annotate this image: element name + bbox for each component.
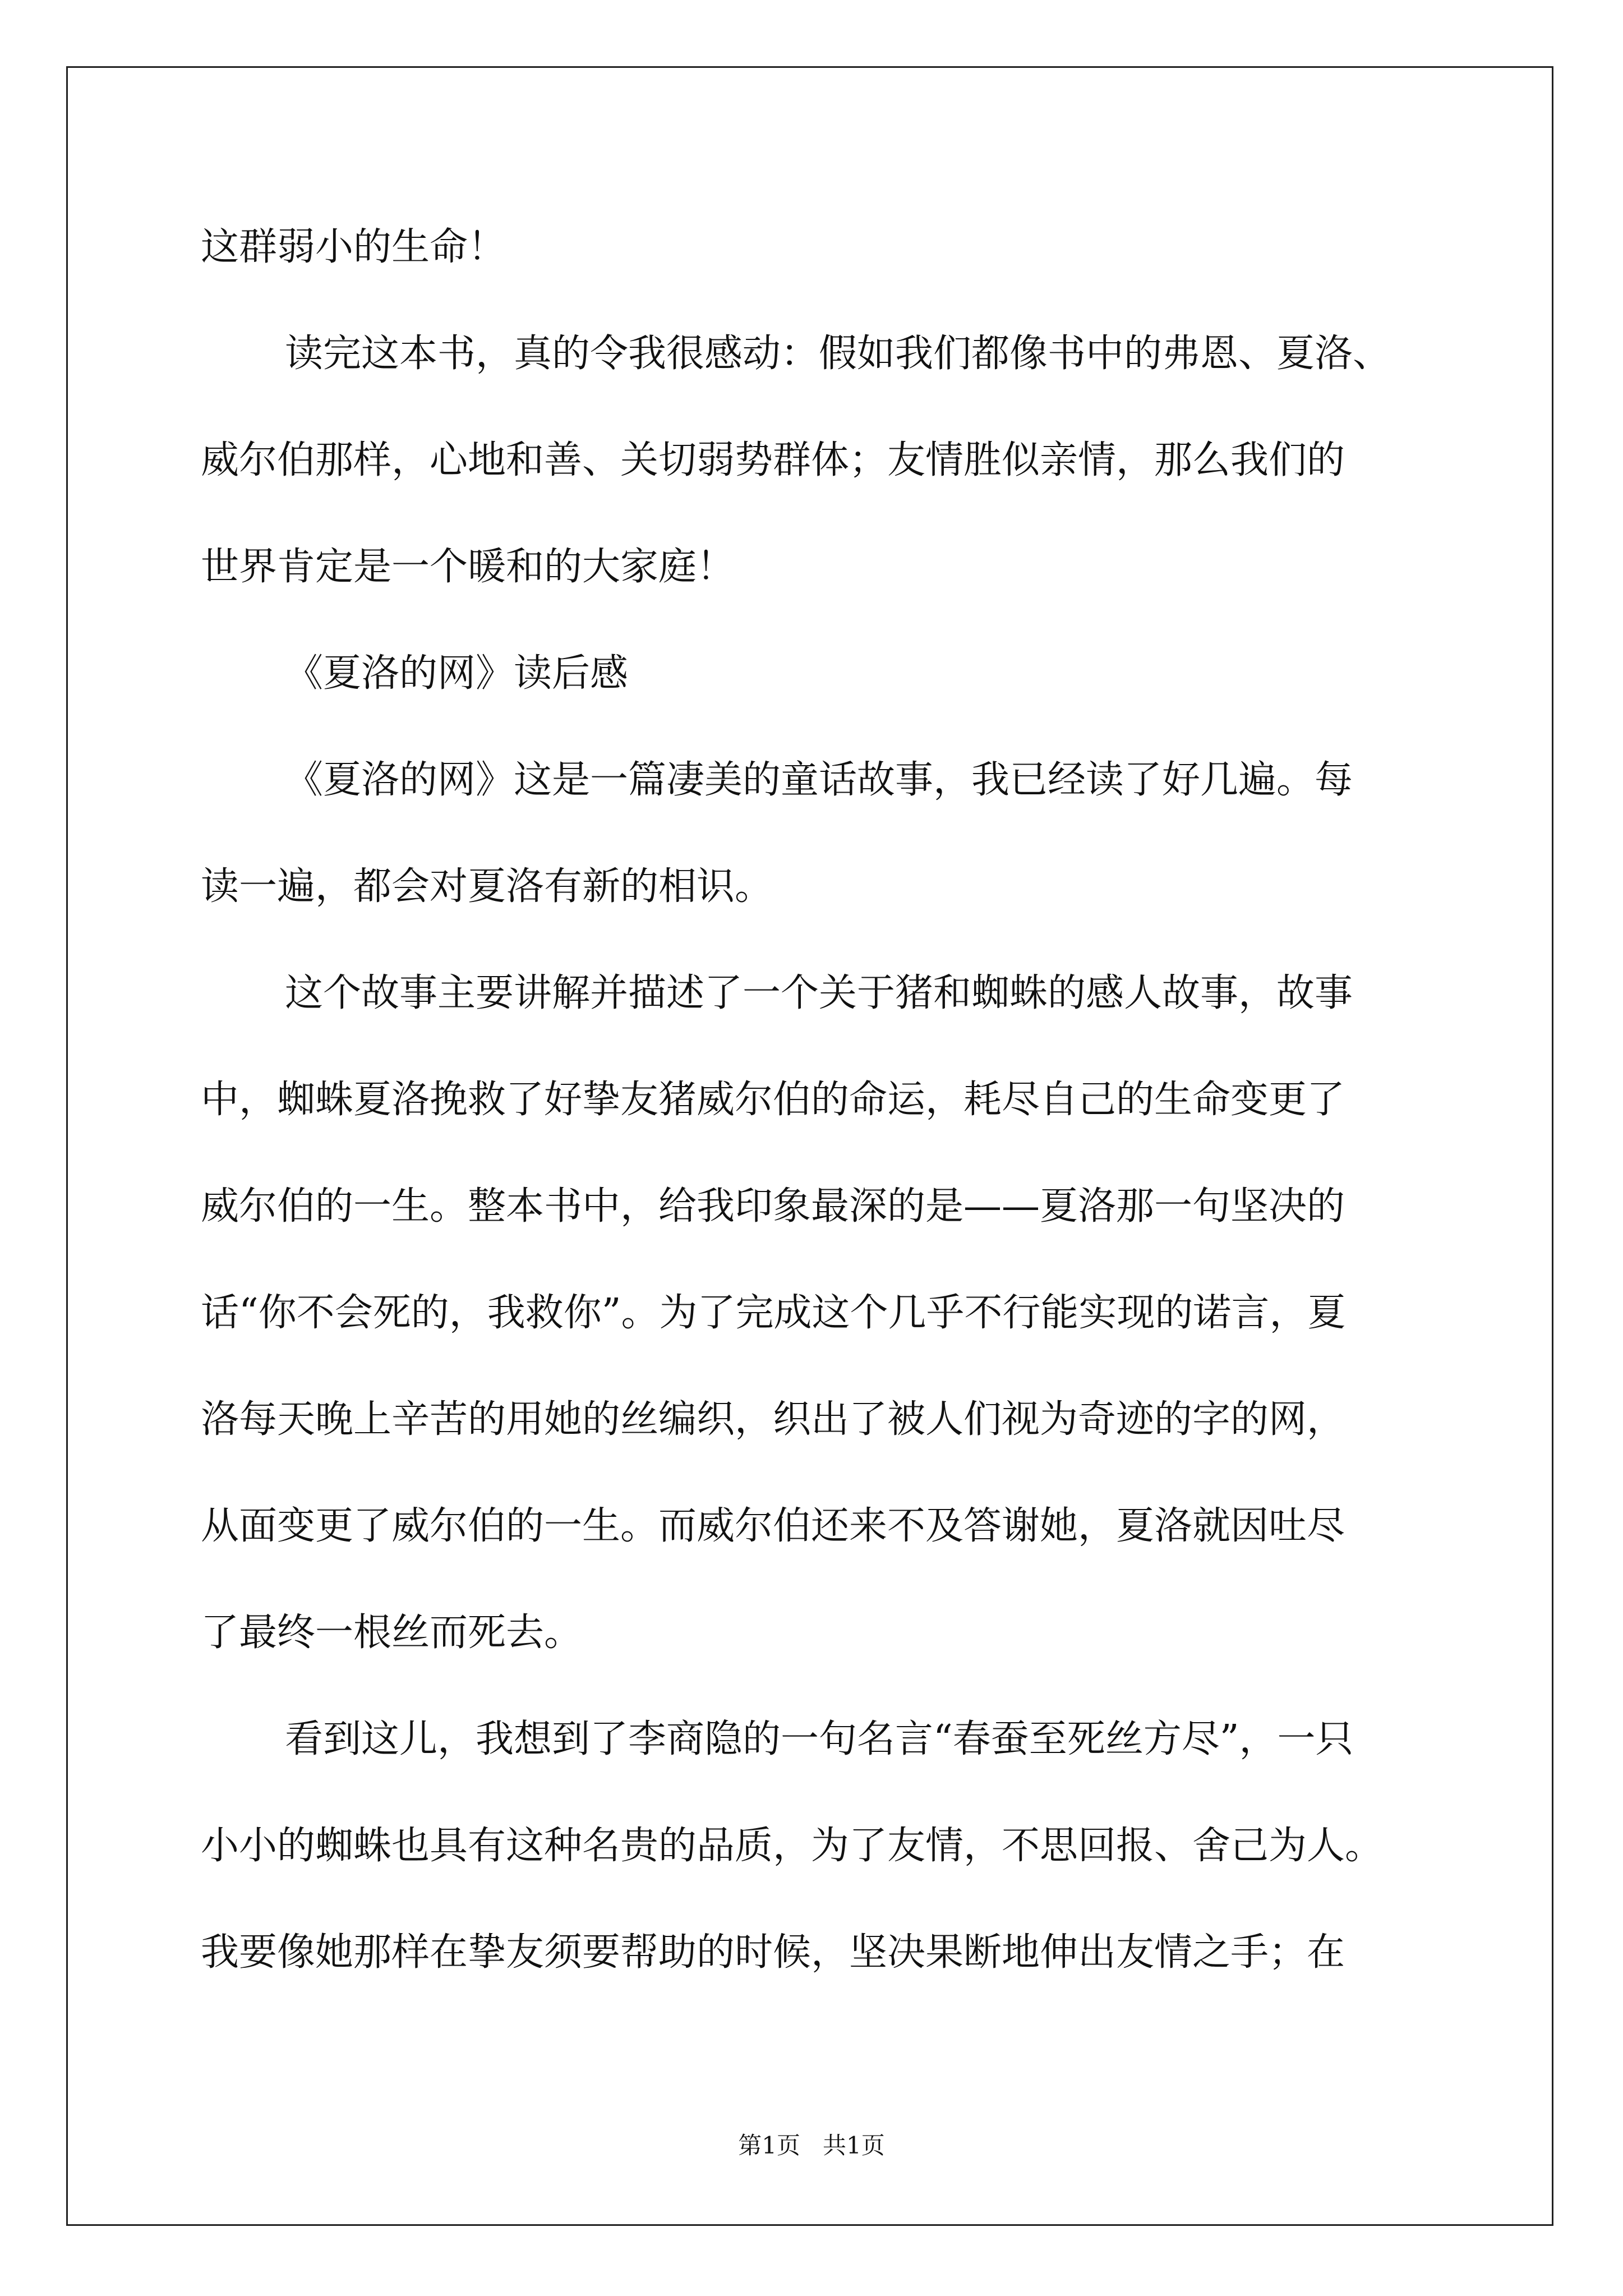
text-line: 话“你不会死的，我救你”。为了完成这个几乎不行能实现的诺言，夏 bbox=[201, 1291, 1346, 1335]
text-line: 从面变更了威尔伯的一生。而威尔伯还来不及答谢她，夏洛就因吐尽 bbox=[201, 1504, 1345, 1548]
page-number-footer: 第1页 共1页 bbox=[738, 2132, 885, 2159]
section-title: 《夏洛的网》读后感 bbox=[285, 651, 629, 696]
text-line: 小小的蜘蛛也具有这种名贵的品质，为了友情，不思回报、舍己为人。 bbox=[201, 1824, 1384, 1868]
text-line: 洛每天晚上辛苦的用她的丝编织，织出了被人们视为奇迹的字的网， bbox=[201, 1397, 1345, 1442]
text-line: 我要像她那样在挚友须要帮助的时候，坚决果断地伸出友情之手；在 bbox=[201, 1930, 1345, 1975]
text-line: 威尔伯那样，心地和善、关切弱势群体；友情胜似亲情，那么我们的 bbox=[201, 438, 1345, 482]
text-line: 威尔伯的一生。整本书中，给我印象最深的是——夏洛那一句坚决的 bbox=[201, 1184, 1345, 1228]
text-line: 世界肯定是一个暖和的大家庭！ bbox=[201, 545, 735, 589]
paragraph-start-line: 读完这本书，真的令我很感动：假如我们都像书中的弗恩、夏洛、 bbox=[285, 332, 1391, 376]
paragraph-start-line: 《夏洛的网》这是一篇凄美的童话故事，我已经读了好几遍。每 bbox=[285, 758, 1353, 802]
text-line: 这群弱小的生命！ bbox=[201, 225, 506, 269]
paragraph-start-line: 看到这儿，我想到了李商隐的一句名言“春蚕至死丝方尽”，一只 bbox=[285, 1717, 1354, 1761]
text-line: 了最终一根丝而死去。 bbox=[201, 1611, 583, 1655]
document-body bbox=[201, 216, 1423, 2028]
text-line: 中，蜘蛛夏洛挽救了好挚友猪威尔伯的命运，耗尽自己的生命变更了 bbox=[201, 1078, 1345, 1122]
text-line: 读一遍，都会对夏洛有新的相识。 bbox=[201, 864, 773, 909]
paragraph-start-line: 这个故事主要讲解并描述了一个关于猪和蜘蛛的感人故事，故事 bbox=[285, 971, 1353, 1015]
